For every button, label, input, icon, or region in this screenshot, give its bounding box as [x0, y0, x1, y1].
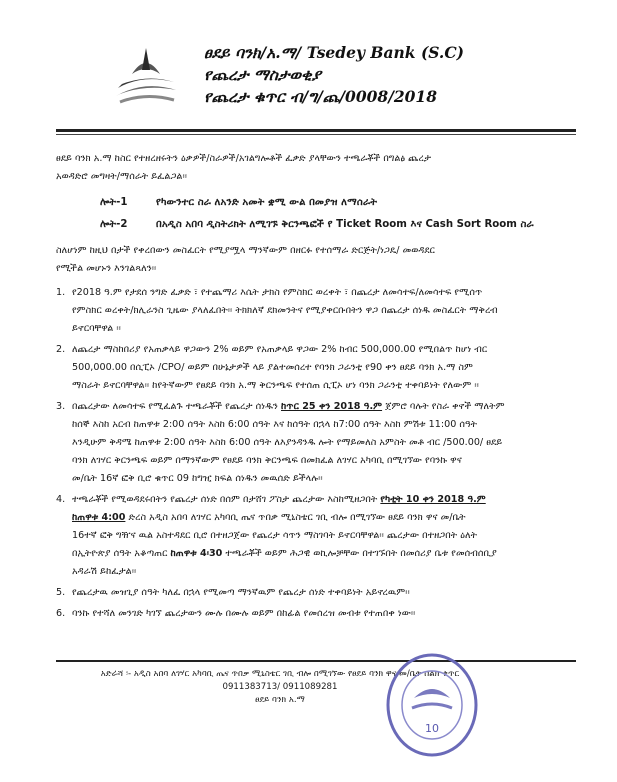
lot-2: ሎት-2 በአዲስ አበባ ዲስትሪክት ለሚገኙ ቅርንጫፎች የ Ticket Room እና Cash Sort Room ስራ [100, 219, 534, 230]
bank-name: ፀደይ ባንክ/አ.ማ/ Tsedey Bank (S.C) [204, 43, 464, 62]
lot-list [100, 192, 578, 236]
header-rule [56, 129, 576, 132]
footer-signature: ፀደይ ባንክ አ.ማ [255, 695, 305, 705]
footer-address: አድራሻ ፡- አዲስ አበባ ለገሃር አካባቢ ጤና ጥበቃ ሚኒስቴር ገቢ ብሎ በሚገኘው የፀደይ ባንክ ዋና መ/ቤት ስልክ ቁጥር [100, 669, 460, 679]
lot-1: ሎት-1 የካውንተር ስራ ለአንድ አመት ቋሚ ውል በመያዝ ለማሰራት [100, 197, 378, 208]
eligibility-paragraph: ስለሆነም ከዚህ በታች የቀረበውን መስፈርት የሚያሟላ ማንኛውም በዘርፉ የተሰማራ ድርጅት/ነጋዴ/ መወዳደር የሚችል መሆኑን እንገልጻለን፡፡ [56, 245, 435, 274]
footer-phones: 0911383713/ 0911089281 [222, 682, 338, 692]
list-item: 6. ባንኩ የተሻለ መንገድ ካገኘ ጨረታውን ሙሉ በሙሉ ወይም በከፊል የመሰረዝ መብቱ የተጠበቀ ነው፡፡ [56, 608, 416, 619]
list-item: 2. ለጨረታ ማስከበሪያ የአጠቃላይ ዋጋውን 2% ወይም የአጠቃላይ ዋጋው 2% ከብር 500,000.00 የሚበልጥ ከሆነ ብር 500,000.00 በሲፒኦ /CPO/ ወይም በሁኔታዎች ላይ ያልተመሰረተ የባንክ ጋራንቲ የ90 ቀን ፀደይ ባንክ አ.ማ ስም ማስራት ይኖርባቸዋል፡፡ ከየትኛውም የፀደይ ባንክ አ.ማ ቅርንጫፍ የተሰጠ ሲፒኦ ሆነ ባንክ ጋራንቲ ተቀባይነት የለውም ፡፡ [56, 344, 488, 391]
intro-paragraph: ፀደይ ባንክ አ.ማ ከስር የተዘረዘሩትን ዕቃዎች/ስራዎች/አገልግሎቶች ፈቃድ ያላቸውን ተጫራቾች በግልፅ ጨረታ አወዳድሮ መግዛት/ማሰራት ይፈልጋል፡፡ [56, 153, 432, 182]
list-item: 1. የ2018 ዓ.ም የታደሰ ንግድ ፈቃድ ፣ የተጨማሪ እሴት ታክስ የምስክር ወረቀት ፣ በጨረታ ለመሳተፍ/ለመሳተፍ የሚሰጥ የምስክር ወረቀት/ክሊራንስ ጊዜው ያላለፈበት፡፡ ትክክለኛ ደክመንትና የሚያቀርቡበትን ዋጋ በጨረታ ሰነዱ መስፈርት ማቅረብ ይኖርባቸዋል ፡፡ [56, 287, 498, 334]
requirements-list [56, 284, 578, 623]
notice-body [56, 150, 578, 626]
bank-logo-icon [112, 44, 180, 104]
bank-stamp-icon [382, 650, 482, 760]
list-item: 3. በጨረታው ለመሳተፍ የሚፈልጉ ተጫራቾች የጨረታ ሰነዱን ከጥር 25 ቀን 2018 ዓ.ም ጀምሮ ባሉት የስራ ቀኖች ማለትም ከሰኞ እስከ አርብ ከጠዋቱ 2:00 ሰዓት እስከ 6:00 ሰዓት እና ከሰዓት በኋላ ከ7:00 ሰዓት እስከ ምሽቱ 11:00 ሰዓት እንዲሁም ቅዳሜ ከጠዋቱ 2:00 ሰዓት እስከ 6:00 ሰዓት ለእያንዳንዱ ሎት የማይመለስ አምስት መቶ ብር /500.00/ ፀደይ ባንክ ለገሃር ቅርንጫፍ ወይም በማንኛውም የፀደይ ባንክ ቅርንጫፍ በመክፈል ለገሃር አካባቢ በሚገኘው የባንኩ ዋና መ/ቤት 16ኛ ፎቅ ቢሮ ቁጥር 09 ከግዢ ክፍል ሰነዱን መዉሰድ ይችላሉ፡፡ [56, 401, 505, 484]
footer-rule [56, 660, 576, 662]
letterhead [0, 40, 617, 120]
list-item: 5. የጨረታዉ መዝጊያ ሰዓት ካለፈ በኋላ የሚመጣ ማንኛዉም የጨረታ ሰነድ ተቀባይነት አይኖረዉም፡፡ [56, 587, 410, 598]
header-rule-thin [56, 134, 576, 135]
list-item: 4. ተጫራቾች የሚወዳደሩበትን የጨረታ ሰነድ በሰም በታሸገ ፖስታ ጨረታው እስከሚዘጋበት የካቲት 10 ቀን 2018 ዓ.ም ከጠዋቱ 4:00 ድረስ አዲስ አበባ ለገሃር አካባቢ ጤና ጥበቃ ሚኒስቴር ገቢ ብሎ በሚገኘው ፀደይ ባንክ ዋና መ/ቤት 16ተኛ ፎቅ ግዥና ዉል አስተዳደር ቢሮ በተዘጋጀው የጨረታ ሳጥን ማስገባት ይኖርባቸዋል፡፡ ጨረታው በተዘጋበት ዕለት በኢትዮጵያ ሰዓት አቆጣጠር ከጠዋቱ 4፡30 ተጫራቾች ወይም ሕጋዊ ወኪሎቻቸው በተገኙበት በመሰሪያ ቤቱ የመሰብሰቢያ አዳራሽ ይከፈታል፡፡ [56, 494, 497, 577]
tender-number: የጨረታ ቁጥር ብ/ግ/ጨ/0008/2018 [204, 87, 437, 106]
notice-title: የጨረታ ማስታወቂያ [204, 65, 321, 84]
stamp-number: 10 [425, 722, 439, 735]
